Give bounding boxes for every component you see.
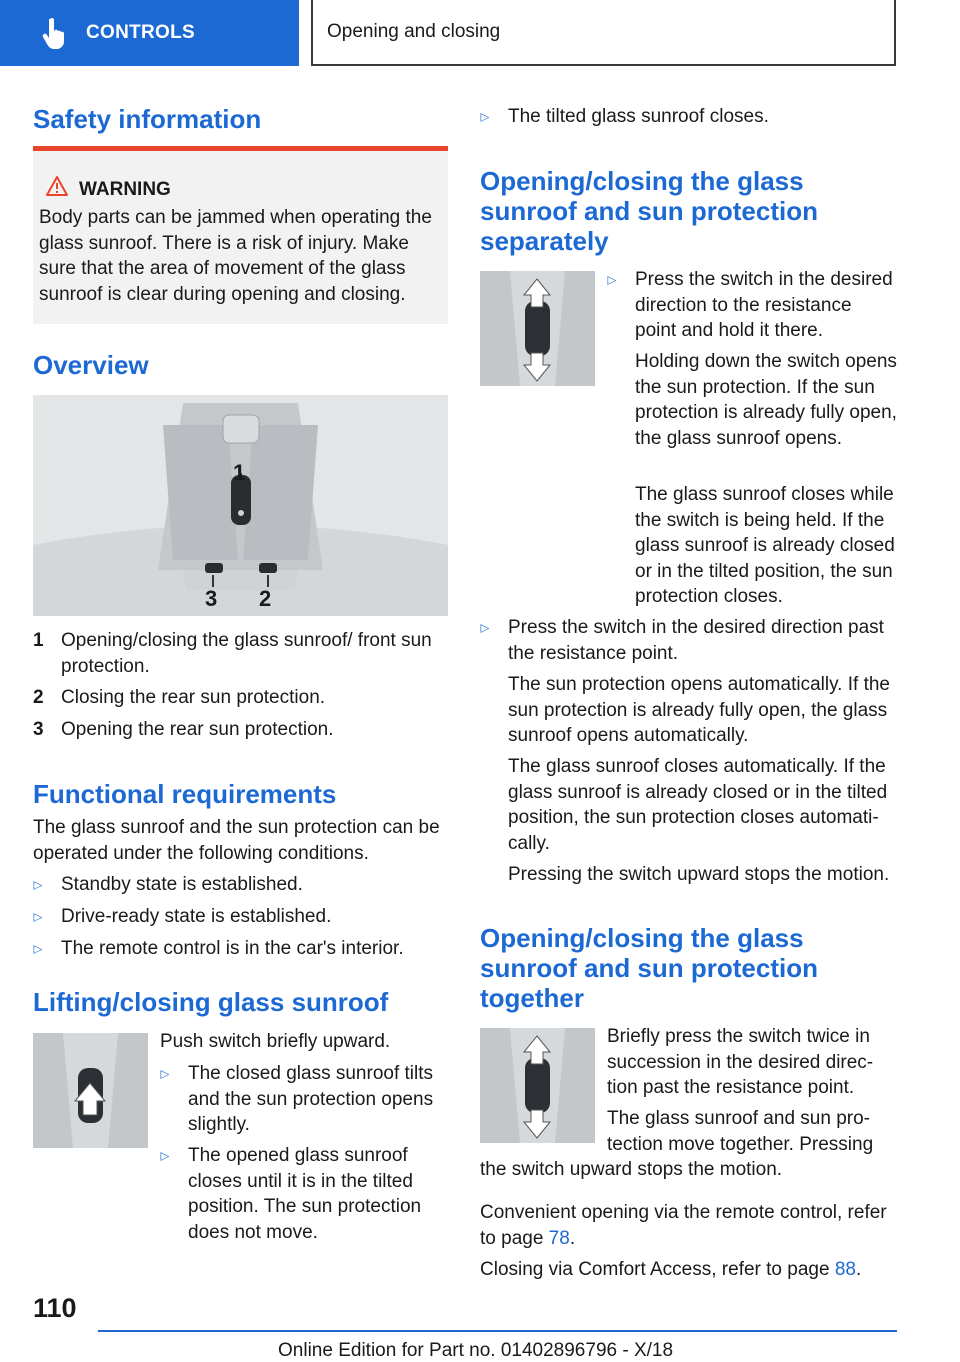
chapter-title: Opening and closing <box>327 21 501 43</box>
callout-2: 2 <box>259 586 272 611</box>
list-item: ▷ Drive-ready state is established. <box>33 904 448 930</box>
paragraph: Holding down the switch opens the sun protection. If the sun protection is already fully open, the glass sunroof opens. <box>635 351 897 449</box>
lifting-heading: Lifting/closing glass sunroof <box>33 987 389 1017</box>
switch-both-image <box>480 271 595 386</box>
functional-heading: Functional requirements <box>33 779 337 809</box>
legend-item: 3 Opening the rear sun protection. <box>33 719 334 740</box>
warning-label: WARNING <box>79 179 171 200</box>
triangle-bullet-icon <box>607 267 635 344</box>
triangle-bullet-icon <box>480 615 508 666</box>
edition-note: Online Edition for Part no. 01402896796 - X/18 <box>278 1340 674 1361</box>
warning-box <box>33 146 448 324</box>
paragraph: Briefly press the switch twice in succession in the desired direc-tion past the resistance point. <box>607 1026 874 1098</box>
triangle-bullet-icon <box>33 904 61 930</box>
paragraph: The glass sunroof and sun pro-tection move together. Pressing <box>607 1108 874 1155</box>
paragraph: The glass sunroof closes while the switch is being held. If the glass sunroof is already closed or in the tilted position, the sun protection closes. <box>635 484 895 607</box>
safety-heading: Safety information <box>33 104 262 134</box>
warning-triangle-icon <box>45 175 69 205</box>
triangle-bullet-icon <box>160 1143 188 1245</box>
triangle-bullet-icon <box>480 104 508 130</box>
functional-intro: The glass sunroof and the sun protection can be operated under the following conditions. <box>33 817 440 864</box>
paragraph: The glass sunroof closes automatically. If the glass sunroof is already closed or in the tilted position, the sun protection closes automati-cally. <box>508 756 888 854</box>
page-link-78[interactable]: 78 <box>548 1227 570 1249</box>
paragraph: the switch upward stops the motion. <box>480 1159 783 1180</box>
list-item: ▷ Press the switch in the desired direction past the resistance point. <box>480 615 897 666</box>
list-item: ▷ Press the switch in the desired direction to the resistance point and hold it there. <box>607 267 897 344</box>
triangle-bullet-icon <box>33 936 61 962</box>
legend-item: 2 Closing the rear sun protection. <box>33 687 326 708</box>
lifting-intro: Push switch briefly upward. <box>160 1031 391 1052</box>
list-item: ▷ Standby state is established. <box>33 872 448 898</box>
footer-divider <box>98 1330 897 1332</box>
separately-heading: Opening/closing the glass sunroof and sun protection separately <box>480 166 818 256</box>
list-item: ▷ The tilted glass sunroof closes. <box>480 104 897 130</box>
hand-pointer-icon <box>34 13 74 53</box>
triangle-bullet-icon <box>160 1061 188 1138</box>
paragraph: Pressing the switch upward stops the motion. <box>508 864 890 885</box>
list-item: ▷ The remote control is in the car's interior. <box>33 936 448 962</box>
page-link-88[interactable]: 88 <box>834 1259 856 1280</box>
legend-item: 1 Opening/closing the glass sunroof/ front sun protection. <box>33 630 432 677</box>
callout-1: 1 <box>233 460 246 485</box>
page-number: 110 <box>33 1293 77 1323</box>
chapter-header <box>311 0 896 66</box>
list-item: ▷ The opened glass sunroof closes until it is in the tilted position. The sun protection does not move. <box>160 1143 448 1245</box>
comfort-reference: Closing via Comfort Access, refer to page 88. <box>480 1259 862 1280</box>
remote-reference: Convenient opening via the remote control, refer to page 78. <box>480 1202 887 1249</box>
callout-3: 3 <box>205 586 218 611</box>
overview-image <box>33 395 448 616</box>
overview-heading: Overview <box>33 350 149 380</box>
switch-double-image <box>480 1028 595 1143</box>
section-label: CONTROLS <box>86 22 196 44</box>
together-heading: Opening/closing the glass sunroof and sun protection together <box>480 923 818 1013</box>
switch-up-image <box>33 1033 148 1148</box>
warning-text: Body parts can be jammed when operating the glass sunroof. There is a risk of injury. Make sure that the area of movement of the glass sunroof is clear during opening and closing. <box>39 207 432 305</box>
list-item: ▷ The closed glass sunroof tilts and the sun protection opens slightly. <box>160 1061 448 1138</box>
triangle-bullet-icon <box>33 872 61 898</box>
paragraph: The sun protection opens automatically. If the sun protection is already fully open, the glass sunroof opens automatically. <box>508 674 890 746</box>
section-tab[interactable] <box>0 0 299 66</box>
